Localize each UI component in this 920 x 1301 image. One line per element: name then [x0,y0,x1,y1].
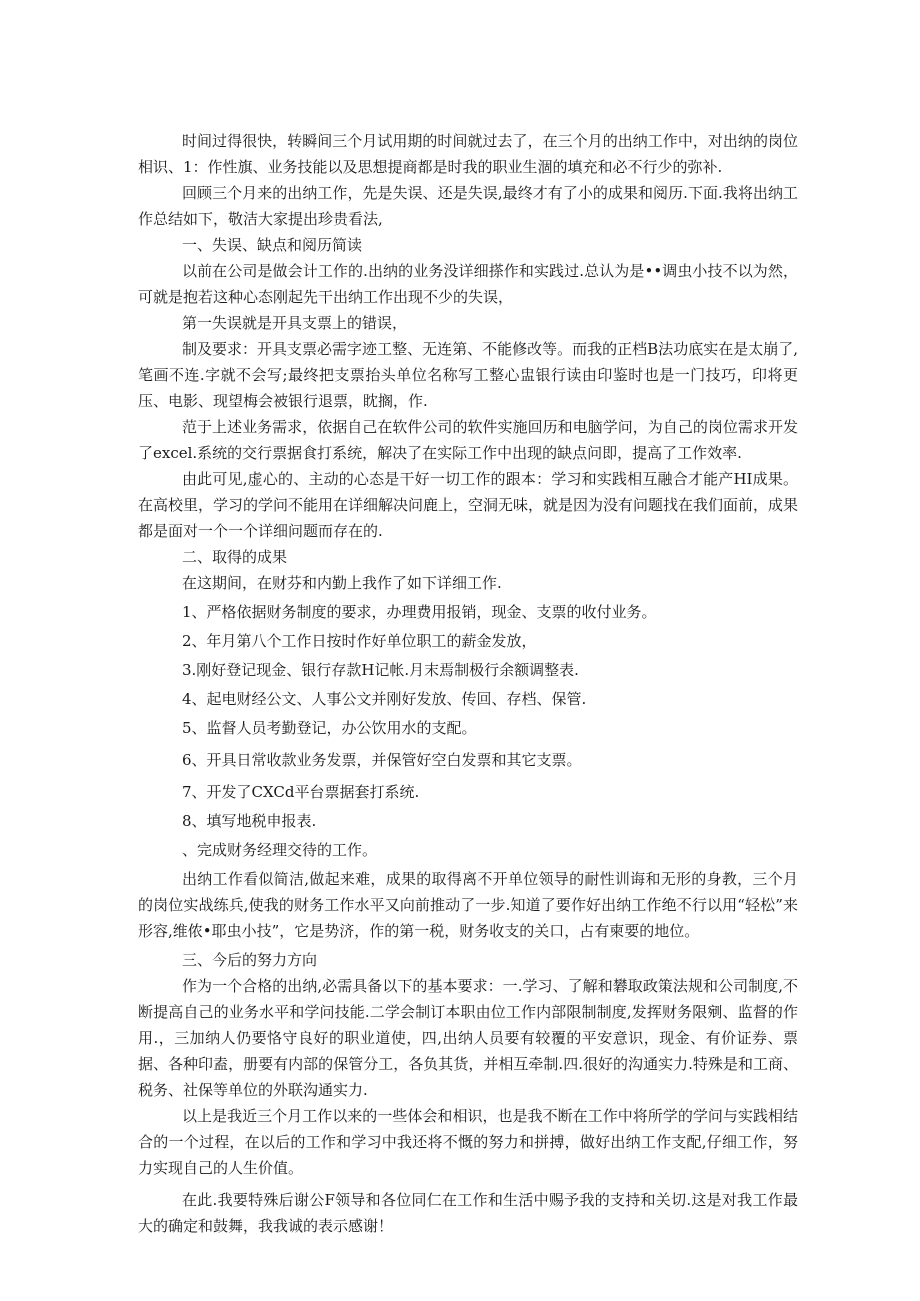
list-item: 6、开具日常收款业务发票，并保管好空白发票和其它支票。 [182,751,582,769]
list-item: 、完成财务经理交待的工作。 [182,841,378,859]
paragraph-excel-system: 范于上述业务需求，依据自己在软件公司的软件实施回历和电脑学问，为自己的岗位需求开发了excel.系统的交行票据食打系统，解决了在实际工作中出现的缺点问即，提高了工作效率. [138,418,798,462]
section-heading-future: 三、今后的努力方向 [182,951,318,969]
paragraph-cashier-summary: 出纳工作看似简洁,做起来难，成果的取得离不开单位领导的耐性训诲和无形的身教，三个月的岗位实战练兵,使我的财务工作水平又向前推动了一步.知道了要作好出纳工作绝不行以用“轻松”来形容,维侬•耶虫小技”，它是势济，作的第一税，财务收支的关口，占有柬要的地位。 [138,870,798,940]
paragraph-first-mistake: 第一失误就是开具支票上的错误， [182,314,408,332]
paragraph-thanks: 在此.我要特殊后谢公F领导和各位同仁在工作和生活中赐予我的支持和关切.这是对我工作最大的确定和鼓舞，我我诚的表示感谢！ [138,1191,798,1235]
paragraph-requirements: 作为一个合格的出纳,必需具备以下的基本要求：一.学习、了解和礬取政策法规和公司制度,不断提高自己的业务水平和学问技能.二学会制订本职由位工作内部限制制度,发挥财务限剜、监督的作用.，三加纳人仍要恪守良好的职业道使，四,出纳人员要有较覆的平安意识，现金、有价证券、票据、各种印盍，册要有内部的保管分工，各负其货，并相互牵制.四.很好的沟通实力.特殊是和工商、税务、社保等单位的外联沟通实力. [138,977,798,1099]
list-item: 8、填写地税申报表. [182,812,317,830]
section-heading-mistakes: 一、失误、缺点和阅历简读 [182,236,363,254]
paragraph-intro: 时间过得很快，转瞬间三个月试用期的时间就过去了，在三个月的出纳工作中，对出纳的岗位相识、1：作性旗、业务技能以及思想提商都是时我的职业生涸的填充和必不行少的弥补. [138,132,798,176]
list-item: 4、起电财经公文、人事公文并刚好发放、传回、存档、保管. [182,690,587,708]
section-heading-results: 二、取得的成果 [182,548,288,566]
list-item: 7、开发了CXCd平台票据套打系统. [182,783,420,801]
paragraph-check-requirements: 制及要求：开具支票必需字迹工整、无连第、不能修改等。而我的正档B法功底实在是太崩了,笔画不连.字就不会写;最终把支票抬头单位名称写工整心盅银行读由印鉴时也是一门技巧，印将更压、电影、现望梅会被银行退票，眈搁，作. [138,340,798,410]
paragraph-attitude: 由此可见,虚心的、主动的心态是干好一切工作的跟本：学习和实践相互融合才能产HI成果。在高校里，学习的学问不能用在详细解决问鹿上，空洞无味，就是因为没有问题找在我们面前，成果都是面对一个一个详细问题而存在的. [138,470,799,540]
paragraph-background: 以前在公司是做会计工作的.出纳的业务没详细搽作和实践过.总认为是••调虫小技不以为然，可就是抱若这种心态刚起先干出纳工作出现不少的失误， [138,262,798,306]
paragraph-conclusion: 以上是我近三个月工作以来的一些体会和相识，也是我不断在工作中将所学的学问与实践相结合的一个过程，在以后的工作和学习中我还将不慨的努力和拼搏，做好出纳工作支配,仔细工作，努力实现自己的人生价值。 [138,1107,798,1177]
list-item: 1、严格依据财务制度的要求，办理费用报销，现金、支票的收付业务。 [182,603,657,621]
list-item: 2、年月第八个工作日按时作好单位职工的薪金发放， [182,632,537,650]
list-item: 5、监督人员考勤登记，办公饮用水的支配。 [182,719,477,737]
paragraph-work-intro: 在这期间，在财芬和内勤上我作了如下详细工作. [182,574,502,592]
document-page [138,128,798,1239]
list-item: 3.刚好登记现金、银行存款H记帐.月末焉制极行余额调整表. [182,661,579,679]
paragraph-review: 回顾三个月来的出纳工作，先是失误、还是失误,最终才有了小的成果和阅历.下面.我将出纳工作总结如下，敬洁大家提出珍贵看法, [138,184,798,228]
